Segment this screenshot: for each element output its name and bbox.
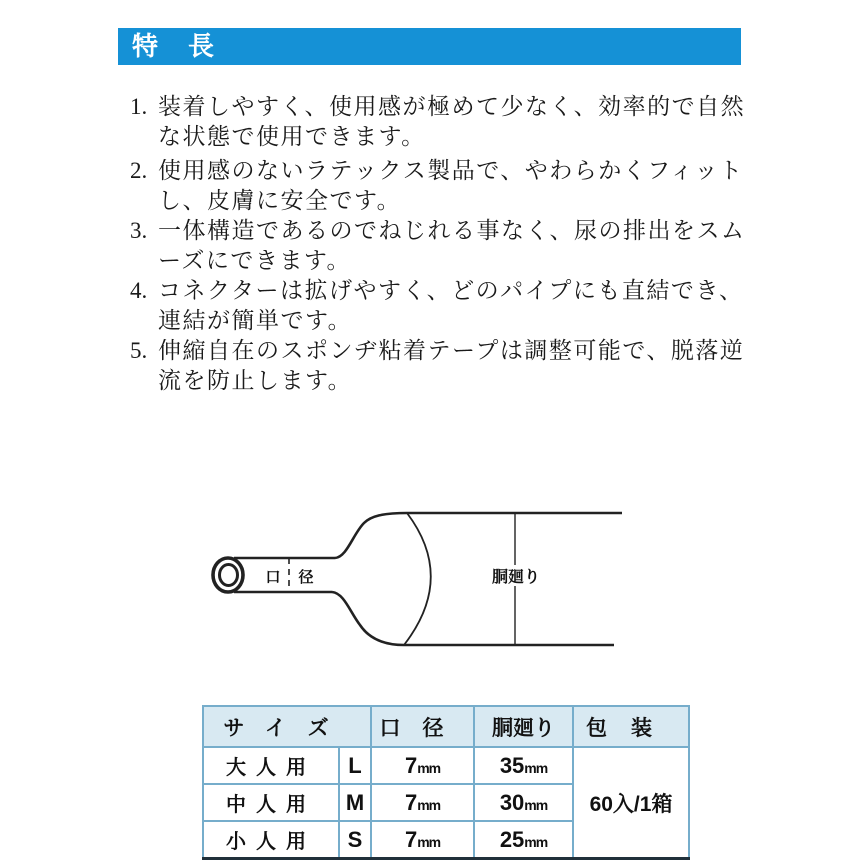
page-title: 特長 — [132, 31, 245, 61]
value-unit: mm — [417, 833, 441, 850]
header-girth: 胴廻り — [474, 706, 573, 747]
feature-text — [158, 336, 768, 396]
product-line-art — [190, 490, 650, 680]
feature-list — [128, 92, 768, 396]
spec-table-row — [203, 747, 689, 784]
header-packaging: 包装 — [573, 706, 689, 747]
feature-line: 伸縮自在のスポンヂ粘着テープは調整可能で、脱落逆 — [158, 338, 745, 363]
body-top-outline — [335, 513, 622, 558]
feature-number: 2. — [130, 158, 148, 183]
size-code: S — [339, 821, 371, 859]
value-unit: mm — [524, 833, 548, 850]
size-name: 中人用 — [203, 784, 339, 821]
value-number: 25 — [499, 826, 525, 852]
mouth-diameter-value — [371, 784, 474, 821]
feature-item — [128, 156, 768, 216]
feature-line: 流を防止します。 — [158, 368, 353, 393]
feature-number: 3. — [130, 218, 148, 243]
feature-item — [128, 276, 768, 336]
girth-value — [474, 747, 573, 784]
feature-line: ーズにできます。 — [158, 248, 352, 273]
feature-line: 装着しやすく、使用感が極めて少なく、効率的で自然 — [158, 94, 746, 119]
feature-text — [158, 216, 768, 276]
size-code: L — [339, 747, 371, 784]
spec-table — [202, 705, 690, 860]
product-diagram — [190, 490, 650, 680]
mouth-diameter-value — [371, 747, 474, 784]
girth-label: 胴廻り — [491, 569, 541, 586]
feature-line: 一体構造であるのでねじれる事なく、尿の排出をスム — [158, 218, 746, 243]
feature-line: し、皮膚に安全です。 — [158, 188, 402, 213]
value-unit: mm — [417, 759, 441, 776]
feature-line: な状態で使用できます。 — [158, 124, 426, 149]
mouth-diameter-value — [371, 821, 474, 859]
feature-text — [158, 156, 768, 216]
value-number: 7 — [404, 826, 418, 852]
connector-ring-inner — [220, 565, 238, 586]
value-number: 35 — [499, 752, 525, 778]
feature-number: 4. — [130, 278, 148, 303]
size-code: M — [339, 784, 371, 821]
title-bar — [118, 28, 741, 65]
feature-number: 5. — [130, 338, 148, 363]
size-name: 大人用 — [203, 747, 339, 784]
feature-item — [128, 336, 768, 396]
feature-item — [128, 216, 768, 276]
bell-arc — [404, 513, 431, 645]
value-unit: mm — [524, 796, 548, 813]
mouth-diameter-label-left: 口 — [265, 569, 281, 586]
value-number: 7 — [404, 789, 418, 815]
size-name: 小人用 — [203, 821, 339, 859]
feature-line: 連結が簡単です。 — [158, 308, 353, 333]
feature-line: コネクターは拡げやすく、どのパイプにも直結でき、 — [158, 278, 744, 303]
value-unit: mm — [524, 759, 548, 776]
girth-value — [474, 821, 573, 859]
spec-table-header-row — [203, 706, 689, 747]
feature-text — [158, 276, 768, 336]
value-unit: mm — [417, 796, 441, 813]
value-number: 30 — [499, 789, 525, 815]
feature-line: 使用感のないラテックス製品で、やわらかくフィット — [158, 158, 744, 183]
packaging-value: 60入/1箱 — [573, 747, 689, 859]
feature-text — [158, 92, 768, 152]
value-number: 7 — [404, 752, 418, 778]
header-mouth-diameter: 口径 — [371, 706, 474, 747]
body-bottom-outline — [332, 592, 614, 645]
girth-value — [474, 784, 573, 821]
feature-item — [128, 92, 768, 152]
mouth-diameter-label-right: 径 — [298, 569, 314, 586]
feature-number: 1. — [130, 94, 148, 119]
header-size: サイズ — [203, 706, 371, 747]
